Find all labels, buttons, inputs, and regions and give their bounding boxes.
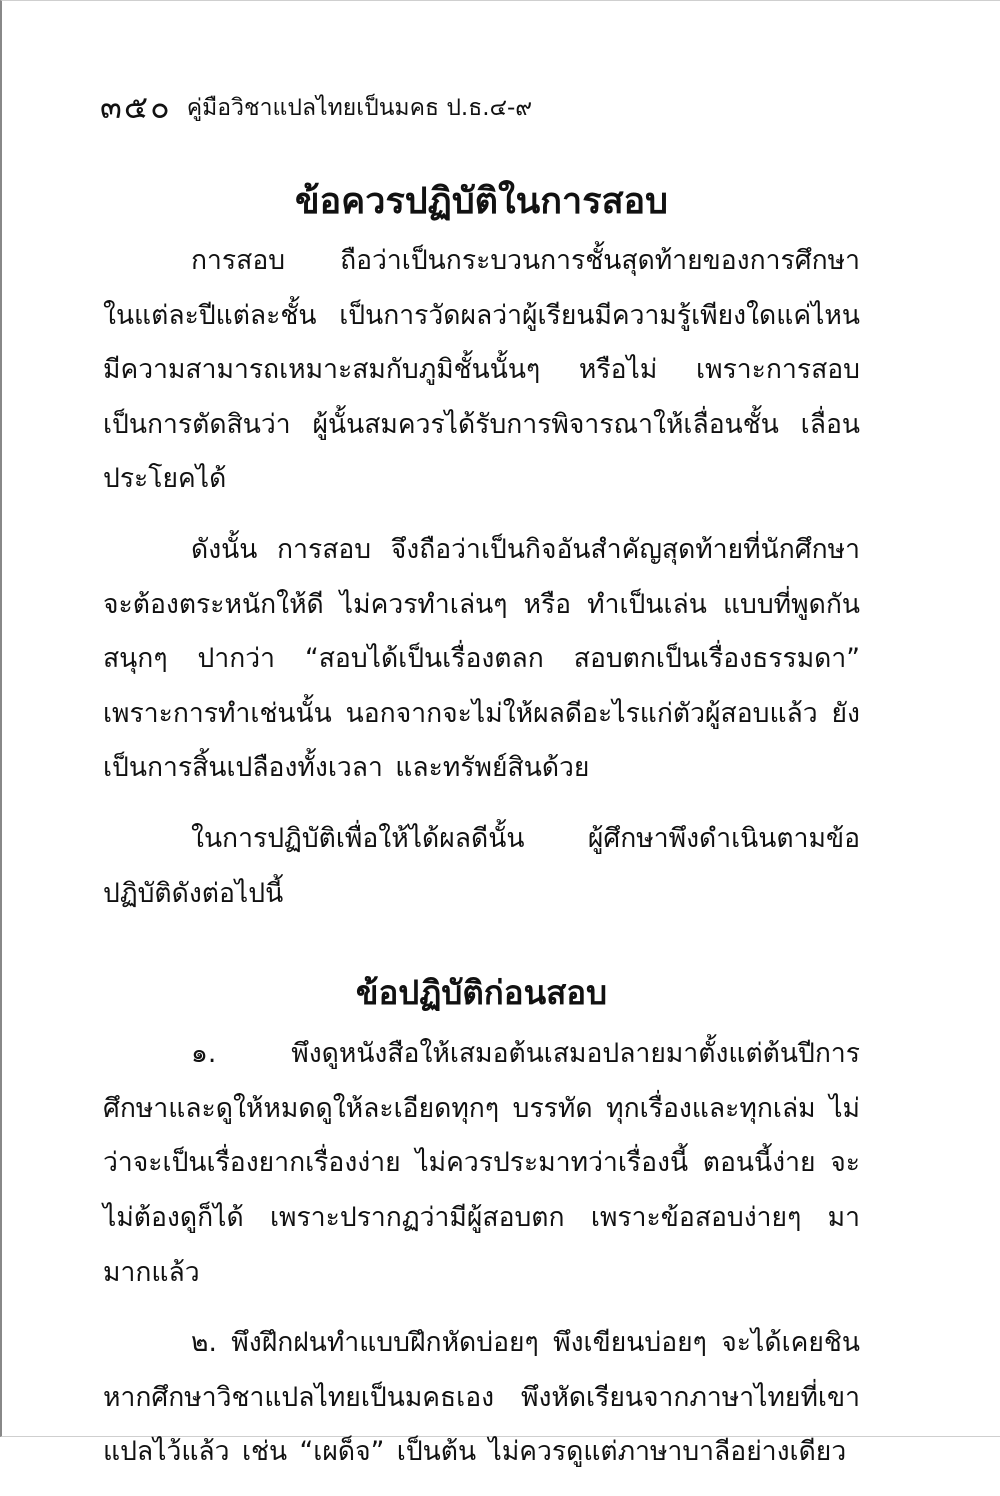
main-heading: ข้อควรปฏิบัติในการสอบ [294,181,669,222]
rule-item-1: ๑. พึงดูหนังสือให้เสมอต้นเสมอปลายมาตั้งแต่ต้นปีการศึกษาและดูให้หมดดูให้ละเอียดทุกๆ บรรทัด ทุกเรื่องและทุกเล่ม ไม่ว่าจะเป็นเรื่องยากเรื่องง่าย ไม่ควรประมาทว่าเรื่องนี้ ตอนนี้ง่าย จะไม่ต้องดูก็ได้ เพราะปรากฏว่ามีผู้สอบตก เพราะข้อสอบง่ายๆ มามากแล้ว [103,1038,860,1288]
intro-paragraph-2: ดังนั้น การสอบ จึงถือว่าเป็นกิจอันสำคัญสุดท้ายที่นักศึกษาจะต้องตระหนักให้ดี ไม่ควรทำเล่นๆ หรือ ทำเป็นเล่น แบบที่พูดกันสนุกๆ ปากว่า “สอบได้เป็นเรื่องตลก สอบตกเป็นเรื่องธรรมดา” เพราะการทำเช่นนั้น นอกจากจะไม่ให้ผลดีอะไรแก่ตัวผู้สอบแล้ว ยังเป็นการสิ้นเปลืองทั้งเวลา และทรัพย์สินด้วย [103,533,860,784]
section-heading: ข้อปฏิบัติก่อนสอบ [355,973,608,1013]
book-title: คู่มือวิชาแปลไทยเป็นมคธ ป.ธ.๔-๙ [186,94,533,121]
page-number: ๓๕๐ [100,88,172,126]
rule-item-2: ๒. พึงฝึกฝนทำแบบฝึกหัดบ่อยๆ พึงเขียนบ่อยๆ จะได้เคยชินหากศึกษาวิชาแปลไทยเป็นมคธเอง พึงหัดเรียนจากภาษาไทยที่เขาแปลไว้แล้ว เช่น “เผด็จ” เป็นต้น ไม่ควรดูแต่ภาษาบาลีอย่างเดียว [103,1327,860,1468]
intro-paragraph-1: การสอบ ถือว่าเป็นกระบวนการชั้นสุดท้ายของการศึกษา ในแต่ละปีแต่ละชั้น เป็นการวัดผลว่าผู้เรียนมีความรู้เพียงใดแค่ไหน มีความสามารถเหมาะสมกับภูมิชั้นนั้นๆ หรือไม่ เพราะการสอบเป็นการตัดสินว่า ผู้นั้นสมควรได้รับการพิจารณาให้เลื่อนชั้น เลื่อนประโยคได้ [103,245,860,495]
running-header [100,82,532,133]
page-content [103,172,860,1496]
intro-paragraph-3: ในการปฏิบัติเพื่อให้ได้ผลดีนั้น ผู้ศึกษาพึงดำเนินตามข้อปฏิบัติดังต่อไปนี้ [103,822,860,909]
